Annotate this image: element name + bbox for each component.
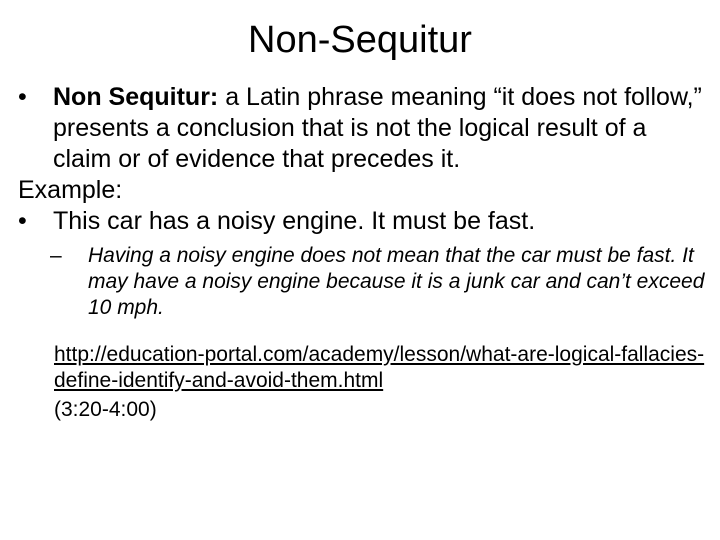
video-timestamp: (3:20-4:00) [54,398,157,421]
slide-content [18,82,708,423]
example-explanation [18,243,708,321]
example-label: Example: [18,176,123,204]
reference-link-block [54,342,708,394]
definition-text: a Latin phrase meaning “it does not follow,” presents a conclusion that is not the logical result of a claim or of evidence that precedes it. [53,83,702,173]
bullet-marker: • [18,207,27,235]
slide-title: Non-Sequitur [248,19,472,61]
definition-term: Non Sequitur: [53,83,219,111]
bullet-marker: • [18,83,27,111]
definition-bullet [18,82,708,175]
example-text: This car has a noisy engine. It must be fast. [53,207,536,235]
example-bullet [18,206,708,237]
dash-marker: – [50,244,62,267]
reference-link[interactable]: http://education-portal.com/academy/lesson/what-are-logical-fallacies-define-identify-and-avoid-them.html [54,343,705,392]
explanation-text: Having a noisy engine does not mean that the car must be fast. It may have a noisy engine because it is a junk car and can’t exceed 10 mph. [88,244,705,319]
